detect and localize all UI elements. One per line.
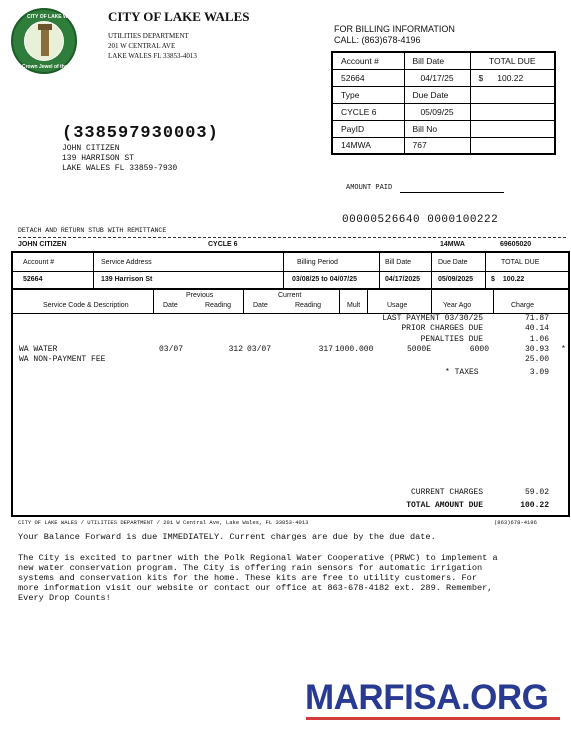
label-account: Account # [332,52,404,69]
label-bill-no: Bill No [404,120,470,137]
col-prev-date: Date [163,302,178,309]
department-name: UTILITIES DEPARTMENT [108,32,189,40]
taxes-label: * TAXES [445,368,479,377]
detach-line [18,237,566,238]
department-street: 201 W CENTRAL AVE [108,42,176,50]
col-due-date: Due Date [438,259,468,266]
summary-period: 03/08/25 to 04/07/25 [292,276,357,283]
water-usage: 5000E [406,345,431,354]
value-total-due: $ 100.22 [470,69,555,86]
fee-description: WA NON-PAYMENT FEE [19,355,106,364]
col-charge: Charge [511,302,534,309]
water-mult: 1000.000 [335,345,374,354]
total-amount-label: TOTAL AMOUNT DUE [406,501,483,510]
balance-message: Your Balance Forward is due IMMEDIATELY. Current charges are due by the due date. [18,532,436,542]
department-citystate: LAKE WALES FL 33853-4013 [108,52,197,60]
billing-phone: CALL: (863)678-4196 [334,35,421,45]
prior-charges-label: PRIOR CHARGES DUE [401,324,483,333]
program-message-line-4: more information visit our website or contact our office at 863-678-4182 ext. 289. Remember, [18,583,493,593]
amount-paid-line [400,192,504,193]
stub-name: JOHN CITIZEN [18,241,67,248]
program-message-line-2: new water conservation program. The City is offering rain sensors for automatic irrigation [18,563,483,573]
summary-due-date: 05/09/2025 [438,276,474,283]
value-bill-date: 04/17/25 [404,69,470,86]
billing-contact [334,24,455,46]
current-charges-amount: 59.02 [524,488,549,497]
stub-code: 69605020 [500,241,532,248]
water-description: WA WATER [19,345,58,354]
statement-box [11,251,570,517]
city-name: CITY OF LAKE WALES [108,9,250,24]
col-prev-reading: Reading [205,302,232,309]
value-payid: 14MWA [332,137,404,154]
current-charges-label: CURRENT CHARGES [410,488,483,497]
city-seal-logo [11,8,83,74]
label-bill-date: Bill Date [404,52,470,69]
seal-top-text: CITY OF LAKE WALES [27,14,81,20]
summary-account: 52664 [23,276,43,283]
taxes-amount: 3.09 [529,368,549,377]
fee-charge: 25.00 [524,355,549,364]
footer-address: CITY OF LAKE WALES / UTILITIES DEPARTMENT / 201 W Central Ave, Lake Wales, FL 33853-4013 [18,519,309,526]
col-cur-date: Date [253,302,268,309]
water-flag: * [561,345,566,354]
col-total-due: TOTAL DUE [501,259,540,266]
col-mult: Mult [347,302,361,309]
stub-payid: 14MWA [440,241,465,248]
value-account: 52664 [332,69,404,86]
customer-name: JOHN CITIZEN [62,144,120,153]
water-prev-date: 03/07 [159,345,184,354]
water-charge: 30.93 [524,345,549,354]
col-cur-reading: Reading [295,302,322,309]
prior-charges-amount: 40.14 [524,324,549,333]
customer-street: 139 HARRISON ST [62,154,135,163]
summary-total: $ 100.22 [491,276,525,283]
col-period: Billing Period [297,259,338,266]
last-payment-amount: 71.87 [524,314,549,323]
col-current: Current [278,292,302,299]
label-type: Type [332,86,404,103]
seal-center [24,21,64,61]
label-due-date: Due Date [404,86,470,103]
penalties-label: PENALTIES DUE [420,335,483,344]
scan-line: 00000526640 0000100222 [342,214,499,226]
total-amount-value: 100.22 [520,501,549,510]
penalties-amount: 1.06 [529,335,549,344]
brand-underline [306,717,560,720]
customer-account-number: (338597930003) [62,124,219,143]
col-bill-date: Bill Date [385,259,412,266]
seal-bottom-text: Crown Jewel of the Ridge [22,64,83,70]
value-due-date: 05/09/25 [404,103,470,120]
detach-instruction: DETACH AND RETURN STUB WITH REMITTANCE [18,227,167,234]
stub-cycle: CYCLE 6 [208,241,238,248]
last-payment-label: LAST PAYMENT 03/30/25 [382,314,483,323]
col-service: Service Code & Description [43,302,129,309]
program-message-line-5: Every Drop Counts! [18,593,111,603]
col-account: Account # [23,259,55,266]
summary-bill-date: 04/17/2025 [385,276,421,283]
amount-paid-label: AMOUNT PAID [346,184,393,192]
col-year-ago: Year Ago [443,302,472,309]
tower-icon [41,28,49,56]
label-total-due: TOTAL DUE [470,52,555,69]
program-message-line-3: systems and conservation kits for the home. These kits are free to utility customers. For [18,573,477,583]
brand-watermark: MARFISA.ORG [305,678,549,717]
summary-address: 139 Harrison St [101,276,153,283]
water-cur-date: 03/07 [247,345,272,354]
value-type: CYCLE 6 [332,103,404,120]
account-summary-grid [331,51,556,155]
water-prev-reading: 312 [228,345,243,354]
water-cur-reading: 317 [318,345,333,354]
water-year-ago: 6000 [469,345,489,354]
col-previous: Previous [186,292,214,299]
customer-citystate: LAKE WALES FL 33859-7930 [62,164,178,173]
col-usage: Usage [387,302,408,309]
billing-info-label: FOR BILLING INFORMATION [334,24,455,34]
value-bill-no: 767 [404,137,470,154]
footer-phone: (863)678-4196 [494,519,537,526]
program-message-line-1: The City is excited to partner with the Polk Regional Water Cooperative (PRWC) to implement a [18,553,498,563]
col-address: Service Address [101,259,152,266]
label-payid: PayID [332,120,404,137]
